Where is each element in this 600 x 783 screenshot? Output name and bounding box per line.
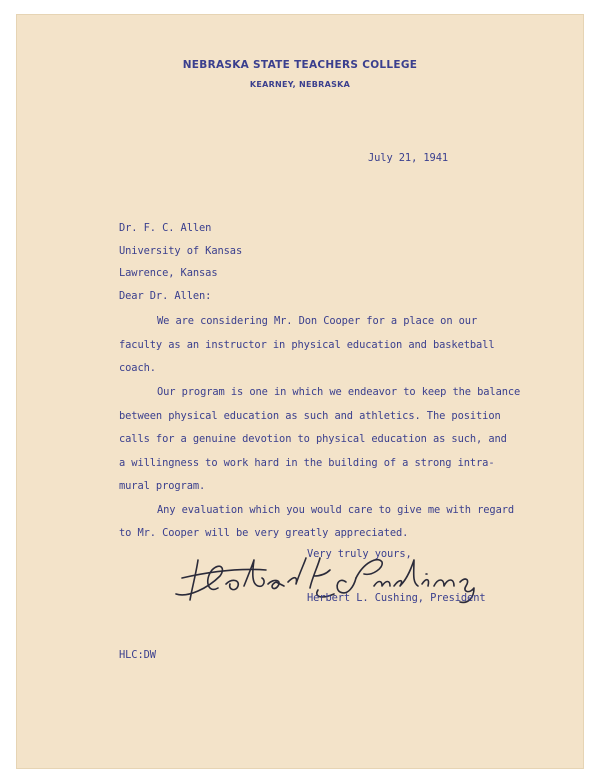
body-line: faculty as an instructor in physical education and basketball xyxy=(119,339,495,351)
typist-initials: HLC:DW xyxy=(119,649,156,661)
recipient-org: University of Kansas xyxy=(119,245,243,257)
body-line: We are considering Mr. Don Cooper for a place on our xyxy=(157,315,478,327)
closing: Very truly yours, xyxy=(307,548,412,560)
body-line: calls for a genuine devotion to physical education as such, and xyxy=(119,433,507,445)
body-line: mural program. xyxy=(119,480,206,492)
body-line: to Mr. Cooper will be very greatly appreciated. xyxy=(119,527,409,539)
body-line: Any evaluation which you would care to give me with regard xyxy=(157,504,515,516)
letter-date: July 21, 1941 xyxy=(368,152,449,164)
recipient-name: Dr. F. C. Allen xyxy=(119,222,212,234)
body-line: a willingness to work hard in the building of a strong intra- xyxy=(119,457,495,469)
body-line: coach. xyxy=(119,362,156,374)
signature-block: Herbert L. Cushing, President xyxy=(307,592,486,604)
letterhead-location: KEARNEY, NEBRASKA xyxy=(249,80,351,89)
recipient-city: Lawrence, Kansas xyxy=(119,267,218,279)
body-line: between physical education as such and athletics. The position xyxy=(119,410,501,422)
letterhead-institution: NEBRASKA STATE TEACHERS COLLEGE xyxy=(182,59,418,71)
salutation: Dear Dr. Allen: xyxy=(119,290,212,302)
body-line: Our program is one in which we endeavor to keep the balance xyxy=(157,386,521,398)
